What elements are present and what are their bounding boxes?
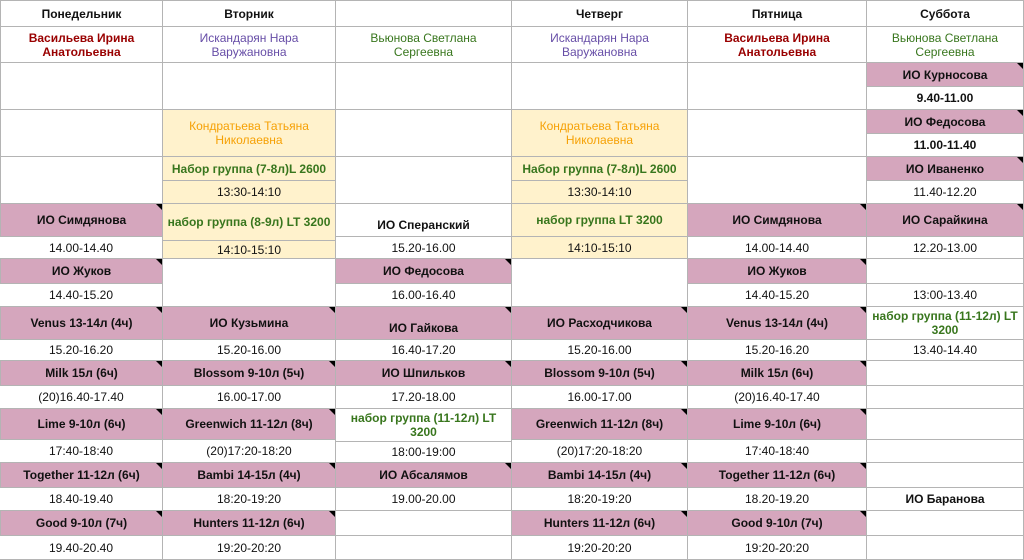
time-wed-shpilkov[interactable]: 17.20-18.00 <box>336 386 512 409</box>
lesson-sat-baranova[interactable]: ИО Баранова <box>867 488 1024 511</box>
time-tue-greenwich[interactable]: (20)17:20-18:20 <box>163 440 336 463</box>
cell-fri-r2[interactable] <box>688 63 867 110</box>
time-tue-hunters[interactable]: 19:20-20:20 <box>163 536 336 560</box>
cell-wed-r3[interactable] <box>336 110 512 157</box>
time-thu-raskhodchikova[interactable]: 15.20-16.00 <box>512 340 688 361</box>
cell-sat-r6[interactable] <box>867 259 1024 284</box>
lesson-tue-greenwich[interactable]: Greenwich 11-12л (8ч) <box>163 409 336 440</box>
time-wed-speransky[interactable]: 15.20-16.00 <box>336 237 512 259</box>
time-thu-hunters[interactable]: 19:20-20:20 <box>512 536 688 560</box>
time-fri-venus[interactable]: 15.20-16.20 <box>688 340 867 361</box>
cell-wed-r11b[interactable] <box>336 536 512 560</box>
time-tue-group-8-9[interactable]: 14:10-15:10 <box>163 241 336 259</box>
cell-sat-r11a[interactable] <box>867 511 1024 536</box>
lesson-mon-zhukov[interactable]: ИО Жуков <box>0 259 163 284</box>
lesson-mon-venus[interactable]: Venus 13-14л (4ч) <box>0 307 163 340</box>
time-sat-saraykina[interactable]: 12.20-13.00 <box>867 237 1024 259</box>
lesson-thu-blossom[interactable]: Blossom 9-10л (5ч) <box>512 361 688 386</box>
lesson-mon-good[interactable]: Good 9-10л (7ч) <box>0 511 163 536</box>
teacher-tue-kondratyeva[interactable]: Кондратьева Татьяна Николаевна <box>163 110 336 157</box>
cell-fri-r3[interactable] <box>688 110 867 157</box>
lesson-sat-ivanenko[interactable]: ИО Иваненко <box>867 157 1024 181</box>
time-thu-group-lt[interactable]: 14:10-15:10 <box>512 237 688 259</box>
teacher-thursday[interactable]: Искандарян Нара Варужановна <box>512 27 688 63</box>
time-mon-lime[interactable]: 17:40-18:40 <box>0 440 163 463</box>
time-mon-together[interactable]: 18.40-19.40 <box>0 488 163 511</box>
time-mon-milk[interactable]: (20)16.40-17.40 <box>0 386 163 409</box>
time-sat-ivanenko[interactable]: 11.40-12.20 <box>867 181 1024 204</box>
lesson-fri-milk[interactable]: Milk 15л (6ч) <box>688 361 867 386</box>
cell-sat-r9b[interactable] <box>867 440 1024 463</box>
time-fri-milk[interactable]: (20)16.40-17.40 <box>688 386 867 409</box>
cell-sat-r11b[interactable] <box>867 536 1024 560</box>
lesson-wed-group-11-12[interactable]: набор группа (11-12л) LT 3200 <box>336 409 512 442</box>
lesson-sat-group-11-12[interactable]: набор группа (11-12л) LT 3200 <box>867 307 1024 340</box>
lesson-mon-lime[interactable]: Lime 9-10л (6ч) <box>0 409 163 440</box>
lesson-fri-together[interactable]: Together 11-12л (6ч) <box>688 463 867 488</box>
lesson-fri-simdyanova[interactable]: ИО Симдянова <box>688 204 867 237</box>
time-tue-kuzmina[interactable]: 15.20-16.00 <box>163 340 336 361</box>
time-mon-zhukov[interactable]: 14.40-15.20 <box>0 284 163 307</box>
lesson-wed-shpilkov[interactable]: ИО Шпильков <box>336 361 512 386</box>
cell-sat-r10a[interactable] <box>867 463 1024 488</box>
lesson-mon-simdyanova[interactable]: ИО Симдянова <box>0 204 163 237</box>
cell-mon-r2[interactable] <box>0 63 163 110</box>
lesson-thu-group-7-8[interactable]: Набор группа (7-8л)L 2600 <box>512 157 688 181</box>
day-header-monday[interactable]: Понедельник <box>0 0 163 27</box>
teacher-monday[interactable]: Васильева Ирина Анатольевна <box>0 27 163 63</box>
cell-wed-r2[interactable] <box>336 63 512 110</box>
lesson-wed-absalyamov[interactable]: ИО Абсалямов <box>336 463 512 488</box>
cell-fri-r4[interactable] <box>688 157 867 204</box>
cell-sat-r8a[interactable] <box>867 361 1024 386</box>
time-wed-group-11-12[interactable]: 18:00-19:00 <box>336 442 512 463</box>
time-wed-absalyamov[interactable]: 19.00-20.00 <box>336 488 512 511</box>
lesson-sat-kurnosova[interactable]: ИО Курносова <box>867 63 1024 87</box>
time-wed-gaykova[interactable]: 16.40-17.20 <box>336 340 512 361</box>
lesson-mon-together[interactable]: Together 11-12л (6ч) <box>0 463 163 488</box>
lesson-tue-hunters[interactable]: Hunters 11-12л (6ч) <box>163 511 336 536</box>
time-mon-venus[interactable]: 15.20-16.20 <box>0 340 163 361</box>
lesson-tue-kuzmina[interactable]: ИО Кузьмина <box>163 307 336 340</box>
cell-sat-r8b[interactable] <box>867 386 1024 409</box>
lesson-fri-venus[interactable]: Venus 13-14л (4ч) <box>688 307 867 340</box>
time-fri-good[interactable]: 19:20-20:20 <box>688 536 867 560</box>
time-thu-greenwich[interactable]: (20)17:20-18:20 <box>512 440 688 463</box>
time-mon-good[interactable]: 19.40-20.40 <box>0 536 163 560</box>
time-thu-bambi[interactable]: 18:20-19:20 <box>512 488 688 511</box>
time-fri-together[interactable]: 18.20-19.20 <box>688 488 867 511</box>
day-header-saturday[interactable]: Суббота <box>867 0 1024 27</box>
time-sat-fedosova[interactable]: 11.00-11.40 <box>867 134 1024 157</box>
lesson-sat-fedosova[interactable]: ИО Федосова <box>867 110 1024 134</box>
time-mon-simdyanova[interactable]: 14.00-14.40 <box>0 237 163 259</box>
teacher-wednesday[interactable]: Вьюнова Светлана Сергеевна <box>336 27 512 63</box>
lesson-mon-milk[interactable]: Milk 15л (6ч) <box>0 361 163 386</box>
time-sat-kurnosova[interactable]: 9.40-11.00 <box>867 87 1024 110</box>
lesson-wed-gaykova[interactable]: ИО Гайкова <box>336 307 512 340</box>
day-header-tuesday[interactable]: Вторник <box>163 0 336 27</box>
cell-thu-r2[interactable] <box>512 63 688 110</box>
day-header-wednesday[interactable] <box>336 0 512 27</box>
lesson-wed-speransky[interactable]: ИО Сперанский <box>336 204 512 237</box>
cell-mon-r3[interactable] <box>0 110 163 157</box>
lesson-thu-greenwich[interactable]: Greenwich 11-12л (8ч) <box>512 409 688 440</box>
lesson-thu-raskhodchikova[interactable]: ИО Расходчикова <box>512 307 688 340</box>
teacher-saturday[interactable]: Вьюнова Светлана Сергеевна <box>867 27 1024 63</box>
teacher-tuesday[interactable]: Искандарян Нара Варужановна <box>163 27 336 63</box>
lesson-tue-group-7-8[interactable]: Набор группа (7-8л)L 2600 <box>163 157 336 181</box>
time-sat-group-11-12[interactable]: 13.40-14.40 <box>867 340 1024 361</box>
time-tue-group-7-8[interactable]: 13:30-14:10 <box>163 181 336 204</box>
lesson-thu-hunters[interactable]: Hunters 11-12л (6ч) <box>512 511 688 536</box>
lesson-thu-bambi[interactable]: Bambi 14-15л (4ч) <box>512 463 688 488</box>
lesson-thu-group-lt[interactable]: набор группа LT 3200 <box>512 204 688 237</box>
time-thu-blossom[interactable]: 16.00-17.00 <box>512 386 688 409</box>
time-sat-r6[interactable]: 13:00-13.40 <box>867 284 1024 307</box>
lesson-tue-blossom[interactable]: Blossom 9-10л (5ч) <box>163 361 336 386</box>
cell-wed-r11a[interactable] <box>336 511 512 536</box>
lesson-wed-fedosova[interactable]: ИО Федосова <box>336 259 512 284</box>
cell-tue-r2[interactable] <box>163 63 336 110</box>
time-fri-zhukov[interactable]: 14.40-15.20 <box>688 284 867 307</box>
time-wed-fedosova[interactable]: 16.00-16.40 <box>336 284 512 307</box>
lesson-fri-good[interactable]: Good 9-10л (7ч) <box>688 511 867 536</box>
lesson-tue-group-8-9[interactable]: набор группа (8-9л) LT 3200 <box>163 204 336 241</box>
cell-wed-r4[interactable] <box>336 157 512 204</box>
time-fri-lime[interactable]: 17:40-18:40 <box>688 440 867 463</box>
cell-mon-r4[interactable] <box>0 157 163 204</box>
time-fri-simdyanova[interactable]: 14.00-14.40 <box>688 237 867 259</box>
day-header-thursday[interactable]: Четверг <box>512 0 688 27</box>
time-tue-bambi[interactable]: 18:20-19:20 <box>163 488 336 511</box>
time-thu-group-7-8[interactable]: 13:30-14:10 <box>512 181 688 204</box>
lesson-fri-zhukov[interactable]: ИО Жуков <box>688 259 867 284</box>
teacher-friday[interactable]: Васильева Ирина Анатольевна <box>688 27 867 63</box>
lesson-sat-saraykina[interactable]: ИО Сарайкина <box>867 204 1024 237</box>
cell-tue-r6[interactable] <box>163 259 336 307</box>
day-header-friday[interactable]: Пятница <box>688 0 867 27</box>
cell-thu-r6[interactable] <box>512 259 688 307</box>
teacher-thu-kondratyeva[interactable]: Кондратьева Татьяна Николаевна <box>512 110 688 157</box>
lesson-fri-lime[interactable]: Lime 9-10л (6ч) <box>688 409 867 440</box>
lesson-tue-bambi[interactable]: Bambi 14-15л (4ч) <box>163 463 336 488</box>
cell-sat-r9a[interactable] <box>867 409 1024 440</box>
time-tue-blossom[interactable]: 16.00-17.00 <box>163 386 336 409</box>
